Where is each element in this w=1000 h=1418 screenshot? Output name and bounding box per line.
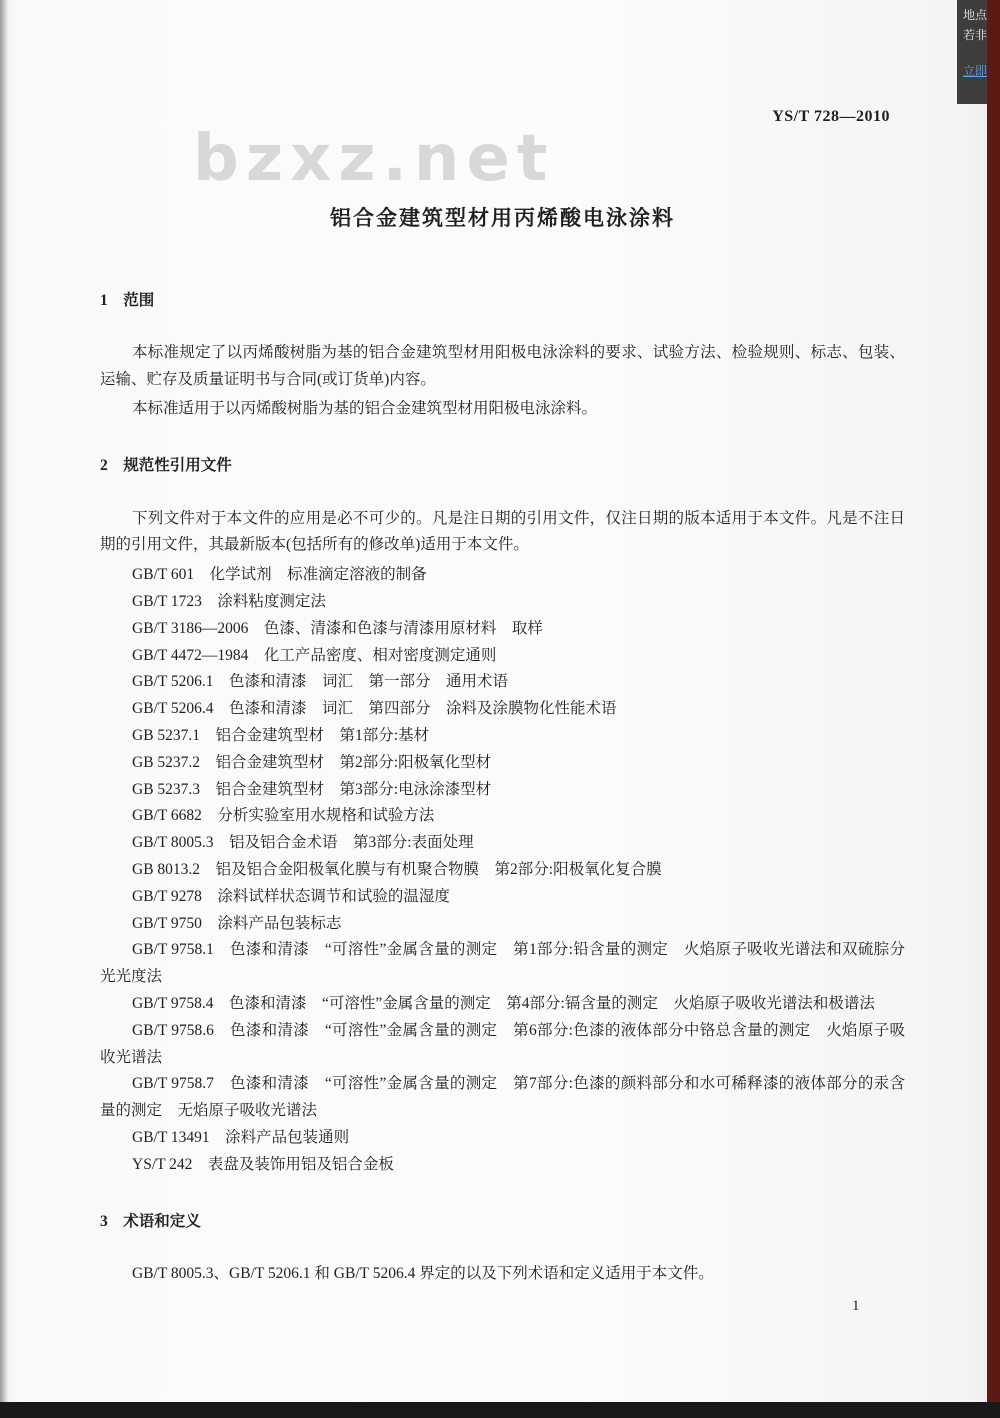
watermark-text: bzxz.net (193, 122, 555, 196)
reference-item: GB 5237.2 铝合金建筑型材 第2部分:阳极氧化型材 (132, 753, 492, 771)
terms-paragraph: GB/T 8005.3、GB/T 5206.1 和 GB/T 5206.4 界定的以及下列术语和定义适用于本文件。 (132, 1265, 714, 1283)
reference-item: GB/T 4472—1984 化工产品密度、相对密度测定通则 (132, 646, 497, 664)
reference-item: GB/T 5206.1 色漆和清漆 词汇 第一部分 通用术语 (132, 673, 509, 691)
reference-item: GB/T 9750 涂料产品包装标志 (132, 914, 342, 932)
reference-item: GB/T 9758.7 色漆和清漆 “可溶性”金属含量的测定 第7部分:色漆的颜料部分和水可稀释漆的液体部分的汞含量的测定 无焰原子吸收光谱法 (100, 1075, 905, 1120)
section-heading-scope: 1 范围 (100, 291, 155, 309)
reference-item: GB 8013.2 铝及铝合金阳极氧化膜与有机聚合物膜 第2部分:阳极氧化复合膜 (132, 860, 662, 878)
reference-item: YS/T 242 表盘及装饰用铝及铝合金板 (132, 1155, 394, 1173)
reference-item: GB/T 1723 涂料粘度测定法 (132, 592, 326, 610)
reference-item: GB 5237.1 铝合金建筑型材 第1部分:基材 (132, 726, 430, 744)
reference-item: GB/T 9278 涂料试样状态调节和试验的温湿度 (132, 887, 450, 905)
scan-edge-left (0, 0, 8, 1418)
reference-item: GB/T 601 化学试剂 标准滴定溶液的制备 (132, 566, 427, 584)
reference-item: GB/T 5206.4 色漆和清漆 词汇 第四部分 涂料及涂膜物化性能术语 (132, 700, 617, 718)
popup-notice (957, 0, 987, 104)
popup-link[interactable]: 立即 (963, 64, 987, 78)
scope-paragraph-2: 本标准适用于以丙烯酸树脂为基的铝合金建筑型材用阳极电泳涂料。 (132, 399, 598, 417)
page-number: 1 (852, 1298, 860, 1314)
reference-item: GB/T 9758.4 色漆和清漆 “可溶性”金属含量的测定 第4部分:镉含量的测定 火焰原子吸收光谱法和极谱法 (132, 994, 875, 1012)
scan-edge-right (987, 0, 1000, 1418)
section-heading-normative-references: 2 规范性引用文件 (100, 456, 232, 474)
reference-item: GB 5237.3 铝合金建筑型材 第3部分:电泳涂漆型材 (132, 780, 492, 798)
section-heading-terms: 3 术语和定义 (100, 1212, 201, 1230)
reference-item: GB/T 8005.3 铝及铝合金术语 第3部分:表面处理 (132, 834, 474, 852)
standard-number: YS/T 728—2010 (772, 108, 890, 125)
document-title: 铝合金建筑型材用丙烯酸电泳涂料 (330, 205, 675, 230)
popup-line-2: 若非 (963, 28, 987, 42)
reference-item: GB/T 13491 涂料产品包装通则 (132, 1128, 350, 1146)
scan-edge-bottom (0, 1402, 1000, 1418)
popup-line-1: 地点 (963, 8, 987, 22)
scope-paragraph-1: 本标准规定了以丙烯酸树脂为基的铝合金建筑型材用阳极电泳涂料的要求、试验方法、检验规则、标志、包装、运输、贮存及质量证明书与合同(或订货单)内容。 (100, 344, 905, 389)
reference-item: GB/T 3186—2006 色漆、清漆和色漆与清漆用原材料 取样 (132, 619, 543, 637)
reference-item: GB/T 6682 分析实验室用水规格和试验方法 (132, 807, 435, 825)
reference-list (100, 562, 905, 1178)
reference-item: GB/T 9758.6 色漆和清漆 “可溶性”金属含量的测定 第6部分:色漆的液体部分中铬总含量的测定 火焰原子吸收光谱法 (100, 1021, 905, 1066)
normative-references-intro: 下列文件对于本文件的应用是必不可少的。凡是注日期的引用文件，仅注日期的版本适用于本文件。凡是不注日期的引用文件，其最新版本(包括所有的修改单)适用于本文件。 (100, 509, 905, 554)
reference-item: GB/T 9758.1 色漆和清漆 “可溶性”金属含量的测定 第1部分:铅含量的测定 火焰原子吸收光谱法和双硫腙分光光度法 (100, 941, 905, 986)
